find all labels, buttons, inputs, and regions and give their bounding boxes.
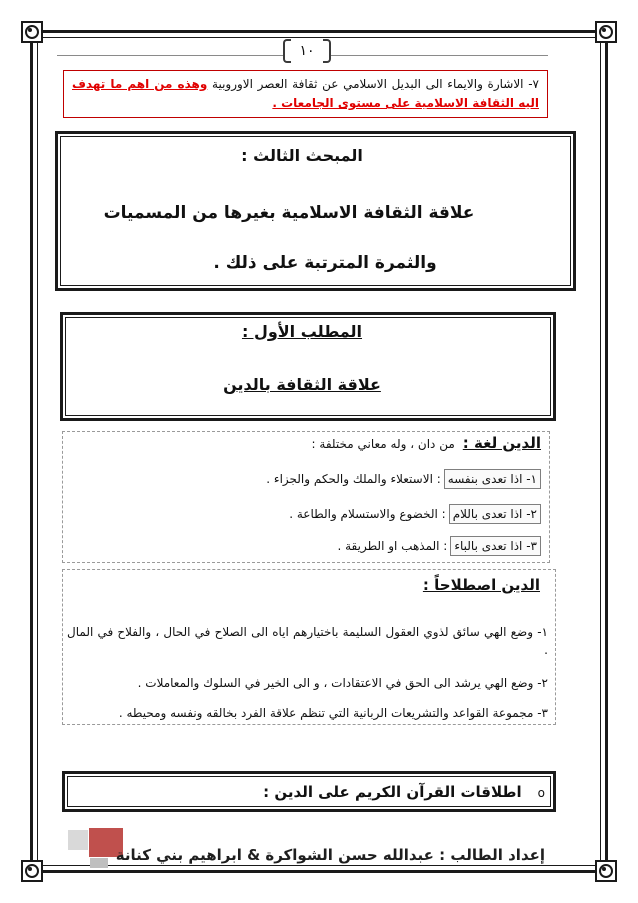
subsection-title-row [63,373,541,397]
page-number-box [283,39,331,63]
meaning-text: : المذهب او الطريقة . [337,539,448,553]
subsection-title: علاقة الثقافة بالدين [223,375,381,394]
page-number: ١٠ [299,43,315,59]
meaning-label: ٢- اذا تعدى باللام [449,504,541,524]
section-title-line-2: والثمرة المترتبة على ذلك . [213,253,437,273]
linguistic-definition-box [62,431,550,563]
subsection-box [60,312,556,421]
meaning-row [289,503,541,525]
definition-item: ٣- مجموعة القواعد والتشريعات الربانية التي تنظم علاقة الفرد بخالقه ونفسه ومحيطه . [118,706,548,720]
corner-ornament-icon [595,21,617,43]
quran-usages-heading: اطلاقات القرآن الكريم على الدين : [263,783,522,801]
quran-usages-box [62,771,556,812]
section-heading: المبحث الثالث : [241,146,363,165]
corner-ornament-icon [21,860,43,882]
footer-square-gray [68,830,88,850]
corner-ornament-icon [595,860,617,882]
technical-heading: الدين اصطلاحاً : [422,576,540,594]
technical-definition-box [62,569,556,725]
note-box [63,70,548,118]
meaning-text: : الخضوع والاستسلام والطاعة . [289,507,446,521]
note-emphasis: وهذه من اهم ما تهدف اليه الثقافة الاسلامية على مستوى الجامعات . [72,77,539,110]
definition-item: ١- وضع الهي سائق لذوي العقول السليمة باختيارهم اياه الى الصلاح في الحال ، والفلاح في المال . [67,625,548,657]
definition-item: ٢- وضع الهي يرشد الى الحق في الاعتقادات ، و الى الخير في السلوك والمعاملات . [137,676,548,690]
meaning-label: ٣- اذا تعدى بالباء [450,536,541,556]
left-bracket-icon [283,39,291,63]
note-text [72,75,539,113]
footer-credit: إعداد الطالب : عبدالله حسن الشواكرة & ابراهيم بني كنانة [115,846,545,864]
right-bracket-icon [323,39,331,63]
footer-square-gray-small [90,858,108,868]
meaning-text: : الاستعلاء والملك والحكم والجزاء . [266,472,441,486]
linguistic-intro: من دان ، وله معاني مختلفة : [311,437,455,451]
list-bullet-icon: o [537,786,545,800]
note-lead: ٧- الاشارة والايماء الى البديل الاسلامي عن ثقافة العصر الاوروبية [207,77,539,91]
linguistic-heading-row [312,432,541,455]
corner-ornament-icon [21,21,43,43]
meaning-row [337,535,541,557]
section-title-line-1: علاقة الثقافة الاسلامية بغيرها من المسميات [103,203,475,223]
section-box [55,131,576,291]
quran-usages-row [263,774,545,809]
meaning-label: ١- اذا تعدى بنفسه [444,469,541,489]
technical-heading-row [67,573,548,597]
linguistic-heading: الدين لغة : [462,434,541,452]
meaning-row [266,468,541,490]
subsection-heading-row [63,320,541,344]
subsection-heading: المطلب الأول : [241,322,363,341]
